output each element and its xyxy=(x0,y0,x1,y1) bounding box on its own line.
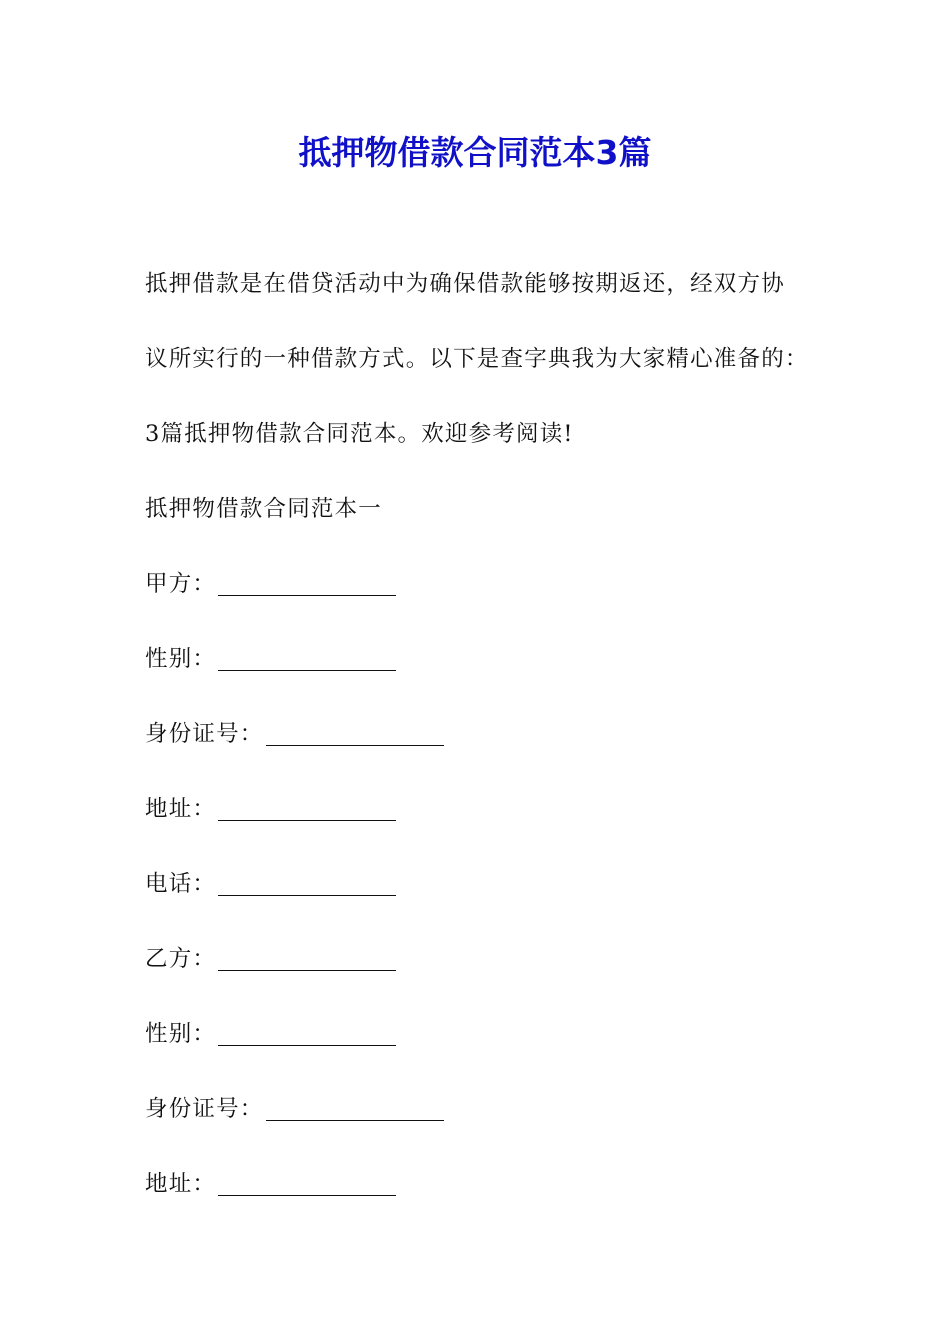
party-b-name-field xyxy=(145,943,396,975)
party-a-id-field xyxy=(145,718,444,750)
fill-in-blank xyxy=(218,798,396,821)
party-b-gender-field xyxy=(145,1018,396,1050)
field-label: 性别： xyxy=(145,1021,217,1047)
intro-paragraph-line: 议所实行的一种借款方式。以下是查字典我为大家精心准备的： xyxy=(145,346,809,372)
fill-in-blank xyxy=(218,648,396,671)
fill-in-blank xyxy=(266,1098,444,1121)
party-b-id-field xyxy=(145,1093,444,1125)
party-a-gender-field xyxy=(145,643,396,675)
fill-in-blank xyxy=(218,1023,396,1046)
party-b-address-field xyxy=(145,1168,396,1200)
intro-paragraph-line: 3篇抵押物借款合同范本。欢迎参考阅读! xyxy=(145,421,574,447)
document-title: 抵押物借款合同范本3篇 xyxy=(298,133,652,172)
field-label: 乙方： xyxy=(145,946,217,972)
field-label: 地址： xyxy=(145,1171,217,1197)
fill-in-blank xyxy=(218,573,396,596)
field-label: 身份证号： xyxy=(145,721,264,747)
field-label: 甲方： xyxy=(145,571,217,597)
party-a-name-field xyxy=(145,568,396,600)
field-label: 身份证号： xyxy=(145,1096,264,1122)
fill-in-blank xyxy=(218,873,396,896)
party-a-phone-field xyxy=(145,868,396,900)
party-a-address-field xyxy=(145,793,396,825)
fill-in-blank xyxy=(218,1173,396,1196)
field-label: 地址： xyxy=(145,796,217,822)
section-heading: 抵押物借款合同范本一 xyxy=(145,496,383,522)
field-label: 性别： xyxy=(145,646,217,672)
fill-in-blank xyxy=(218,948,396,971)
fill-in-blank xyxy=(266,723,444,746)
intro-paragraph-line: 抵押借款是在借贷活动中为确保借款能够按期返还，经双方协 xyxy=(145,271,785,297)
field-label: 电话： xyxy=(145,871,217,897)
